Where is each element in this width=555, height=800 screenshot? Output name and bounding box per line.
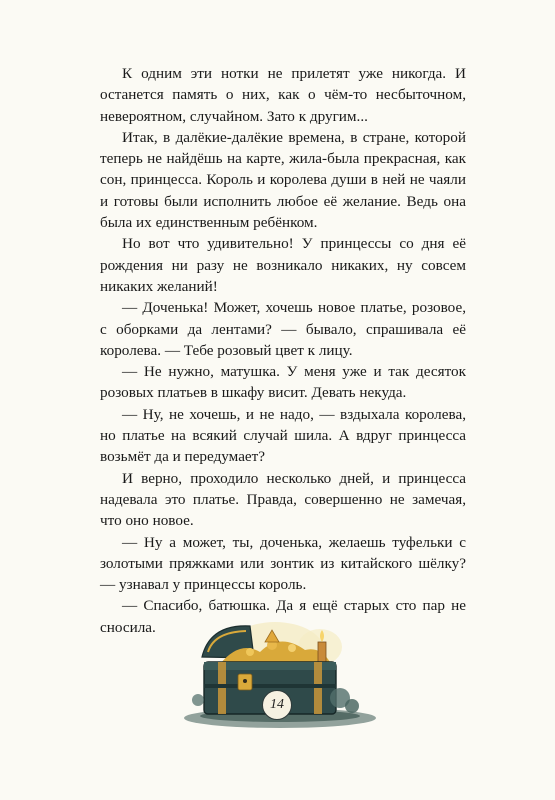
paragraph: И верно, проходило несколько дней, и принцесса надевала это платье. Правда, совершенно не замечая, что оно новое.: [100, 469, 466, 530]
page-body-text: [100, 63, 466, 638]
dialogue-line: — Спасибо, батюшка. Да я ещё старых сто пар не сносила.: [100, 597, 466, 636]
page-number: 14: [262, 690, 292, 720]
paragraph: Но вот что удивительно! У принцессы со дня её рождения ни разу не возникало никаких, ну совсем никаких желаний!: [100, 235, 466, 295]
dialogue-line: — Не нужно, матушка. У меня уже и так десяток розовых платьев в шкафу висит. Девать некуда.: [100, 363, 466, 402]
paragraph: К одним эти нотки не прилетят уже никогда. И останется память о них, как о чём-то несбыточном, невероятном, случайном. Зато к другим...: [100, 65, 466, 125]
dialogue-line: — Ну, не хочешь, и не надо, — вздыхала королева, но платье на всякий случай шила. А вдруг принцесса возьмёт да и передумает?: [100, 405, 466, 466]
dialogue-line: — Ну а может, ты, доченька, желаешь туфельки с золотыми пряжками или зонтик из китайского шёлку? — узнавал у принцессы король.: [100, 533, 466, 594]
dialogue-line: — Доченька! Может, хочешь новое платье, розовое, с оборками да лентами? — бывало, спрашивала её королева. — Тебе розовый цвет к лицу.: [100, 299, 466, 359]
paragraph: Итак, в далёкие-далёкие времена, в стране, которой теперь не найдёшь на карте, жила-была прекрасная, как сон, принцесса. Король и королева души в ней не чаяли и готовы были исполнить любое её желание. Ведь она была их единственным ребёнком.: [100, 128, 466, 232]
